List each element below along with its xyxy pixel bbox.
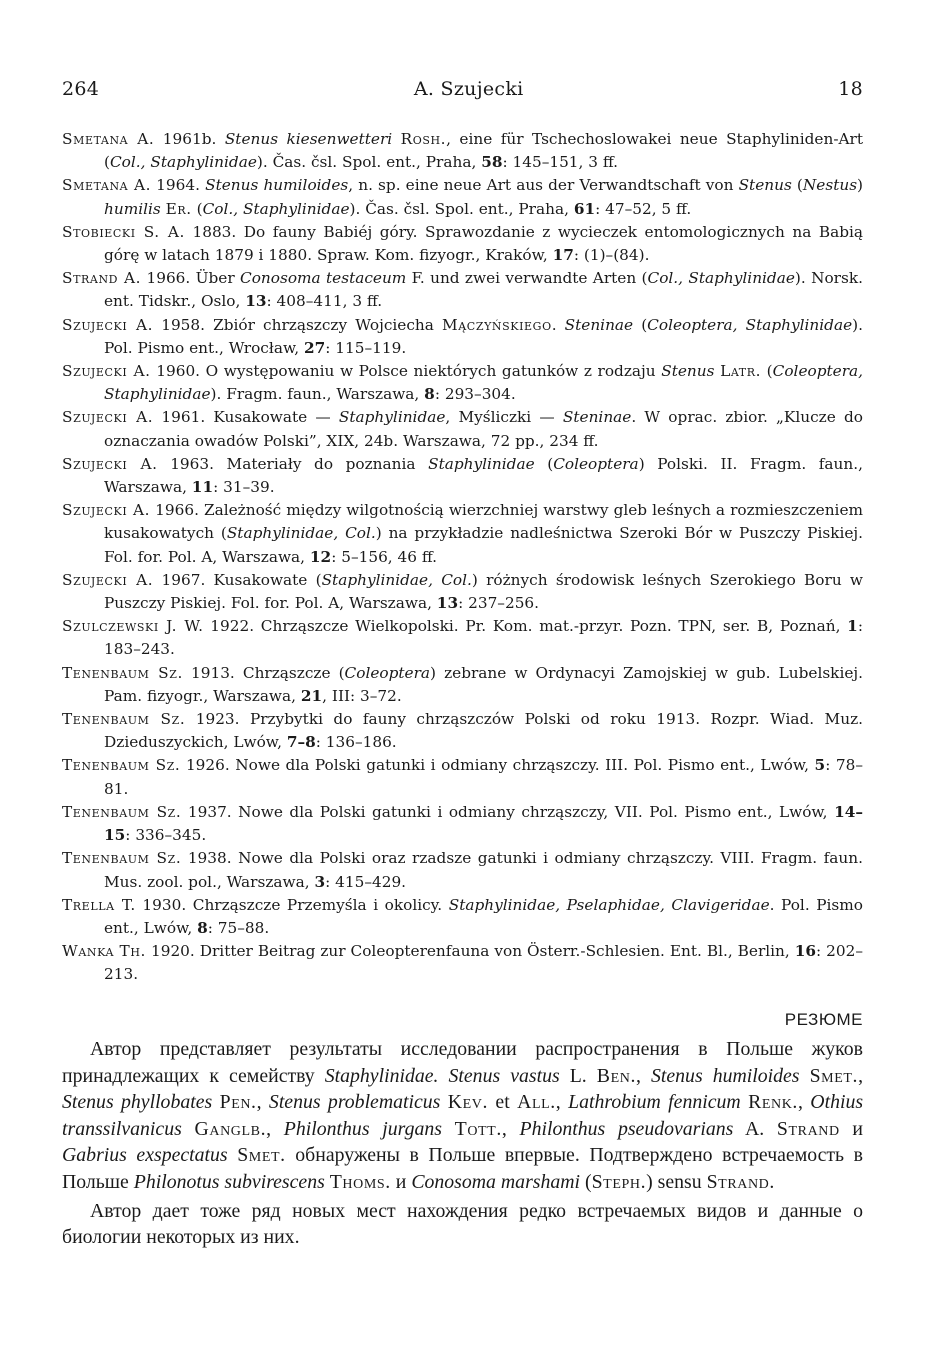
text-run: 1923. Przybytki do fauny chrząszczów Polski od roku 1913. Rozpr. Wiad. Muz. Dzieduszyckich, Lwów, bbox=[104, 710, 863, 752]
author-abbrev: Steph. bbox=[591, 1170, 647, 1193]
text-run: : 145–151, 3 ff. bbox=[502, 153, 619, 172]
text-run: : 5–156, 46 ff. bbox=[331, 547, 438, 566]
text-run: 1961. Kusakowate — bbox=[153, 408, 339, 427]
reference-author: Szujecki A. bbox=[62, 501, 151, 520]
text-run bbox=[440, 1091, 447, 1113]
text-run: и bbox=[390, 1170, 412, 1193]
text-run: 1964. bbox=[151, 176, 206, 195]
reference-author: Szulczewski J. W. bbox=[62, 617, 204, 636]
text-run: 1922. Chrząszcze Wielkopolski. Pr. Kom. mat.-przyr. Pozn. TPN, ser. B, Poznań, bbox=[203, 617, 848, 636]
text-run: ( bbox=[791, 176, 803, 195]
text-run: 1913. Chrząszcze ( bbox=[182, 663, 345, 682]
author-abbrev: Thoms. bbox=[329, 1170, 391, 1193]
text-run: 1960. O występowaniu w Polsce niektórych gatunków z rodzaju bbox=[150, 362, 662, 381]
taxon-name: Staphylinidae bbox=[428, 454, 535, 473]
text-run: : 336–345. bbox=[125, 826, 207, 845]
reference-author: Stobiecki S. A. bbox=[62, 222, 185, 241]
reference-author: Wanka Th. bbox=[62, 942, 147, 961]
text-run: : 115–119. bbox=[325, 338, 407, 357]
volume-number: 17 bbox=[552, 246, 574, 265]
reference-entry bbox=[62, 267, 863, 313]
volume-number: 27 bbox=[303, 338, 326, 357]
author-abbrev: Pen. bbox=[219, 1091, 257, 1114]
reference-author: Tenenbaum Sz. bbox=[62, 802, 182, 821]
text-run: ( bbox=[580, 1170, 592, 1193]
text-run: , bbox=[256, 1091, 269, 1114]
taxon-name: Staphylinidae, Col. bbox=[226, 524, 376, 543]
reference-author: Tenenbaum Sz. bbox=[62, 663, 183, 682]
text-run: Автор дает тоже ряд новых мест нахождения редко встречаемых видов и данные о биологии некоторых из них. bbox=[62, 1199, 863, 1249]
text-run: 1966. Zależność między wilgotnością wierzchniej warstwy gleb leśnych a rozmieszczeniem kusakowatych ( bbox=[104, 501, 864, 543]
taxon-name: Col., Staphylinidae bbox=[202, 199, 350, 218]
text-run: ) zebrane w Ordynacyi Zamojskiej w gub. Lubelskiej. Pam. fizyogr., Warszawa, bbox=[104, 663, 863, 705]
text-run: ) bbox=[857, 176, 864, 195]
reference-author: Szujecki A. bbox=[62, 315, 154, 334]
taxon-name: Gabrius exspectatus bbox=[62, 1144, 228, 1167]
text-run: ). Čas. čsl. Spol. ent., Praha, bbox=[349, 199, 574, 218]
text-run: , bbox=[636, 1064, 651, 1087]
text-run: 1937. Nowe dla Polski gatunki i odmiany chrząszczy, VII. Pol. Pismo ent., Lwów, bbox=[181, 802, 835, 821]
text-run: . bbox=[769, 1170, 775, 1193]
volume-number: 1 bbox=[847, 617, 858, 636]
volume-number: 13 bbox=[436, 594, 459, 613]
text-run: 1938. Nowe dla Polski oraz rzadsze gatunki i odmiany chrząszczy. VIII. Fragm. faun. Mus. zool. pol., Warszawa, bbox=[104, 849, 863, 891]
page-number: 264 bbox=[62, 78, 100, 100]
volume-number: 11 bbox=[191, 478, 214, 497]
text-run: 1963. Materiały do poznania bbox=[157, 454, 429, 473]
text-run: : 237–256. bbox=[458, 594, 540, 613]
volume-number: 12 bbox=[309, 547, 332, 566]
text-run: : (1)–(84). bbox=[573, 246, 650, 265]
summary-paragraph bbox=[62, 1198, 863, 1251]
text-run: : 183–243. bbox=[104, 617, 863, 659]
taxon-name: Conosoma marshami bbox=[411, 1170, 581, 1193]
text-run: 1967. Kusakowate ( bbox=[153, 570, 322, 589]
author-abbrev: Rosh. bbox=[400, 130, 447, 148]
taxon-name: Stenus problematicus bbox=[268, 1091, 441, 1114]
volume-number: 13 bbox=[245, 292, 267, 311]
reference-author: Tenenbaum Sz. bbox=[62, 849, 182, 868]
text-run bbox=[800, 1065, 810, 1087]
taxon-name: Stenus bbox=[738, 176, 792, 195]
text-run: , Myśliczki — bbox=[445, 408, 563, 427]
text-run bbox=[228, 1144, 238, 1166]
taxon-name: Staphylinidae, Col. bbox=[321, 570, 472, 589]
taxon-name: Coleoptera bbox=[344, 663, 431, 682]
volume-number: 16 bbox=[794, 942, 817, 961]
author-abbrev: Renk. bbox=[748, 1091, 798, 1114]
taxon-name: Stenus humiloides bbox=[205, 176, 349, 195]
taxon-name: Nestus bbox=[802, 176, 858, 195]
text-run: , bbox=[797, 1091, 811, 1114]
text-run: ) różnych środowisk leśnych Szerokiego Boru w Puszczy Piskiej. Fol. for. Pol. A, Warszawa, bbox=[104, 570, 864, 613]
reference-entry bbox=[62, 174, 863, 220]
text-run: : 293–304. bbox=[434, 385, 516, 404]
taxon-name: Stenus bbox=[661, 362, 715, 381]
volume-number: 3 bbox=[314, 872, 326, 891]
taxon-name: humilis bbox=[104, 199, 161, 218]
reference-entry bbox=[62, 221, 863, 267]
text-run: 1961b. bbox=[154, 130, 225, 148]
text-run: : 78–81. bbox=[104, 756, 863, 798]
author-abbrev: Ganglb. bbox=[194, 1117, 267, 1140]
reference-entry bbox=[62, 940, 863, 986]
text-run: , eine für Tschechoslowakei neue Staphyliniden-Art ( bbox=[104, 130, 864, 172]
reference-entry bbox=[62, 499, 863, 569]
text-run: et bbox=[488, 1091, 518, 1114]
taxon-name: Philonthus pseudovarians bbox=[519, 1117, 734, 1140]
taxon-name: Steninae bbox=[562, 408, 632, 427]
reference-author: Strand A. bbox=[62, 269, 142, 288]
text-run: , bbox=[555, 1091, 569, 1114]
text-run: F. und zwei verwandte Arten ( bbox=[406, 269, 648, 288]
reference-entry bbox=[62, 314, 863, 360]
volume-number: 8 bbox=[424, 385, 435, 404]
text-run: : 202–213. bbox=[104, 942, 863, 984]
author-abbrev: Kev. bbox=[447, 1091, 489, 1114]
taxon-name: Col., Staphylinidae bbox=[647, 269, 795, 288]
reference-author: Smetana A. bbox=[62, 176, 152, 195]
text-run: ). Pol. Pismo ent., Wrocław, bbox=[104, 315, 863, 357]
text-run: L. bbox=[559, 1064, 597, 1087]
reference-author: Smetana A. bbox=[62, 130, 155, 148]
reference-entry bbox=[62, 128, 863, 174]
text-run: обнаружены в Польше впервые. Подтверждено встречаемость в Польше bbox=[62, 1144, 863, 1193]
volume-number: 5 bbox=[814, 756, 826, 775]
volume-number: 21 bbox=[300, 686, 323, 705]
text-run bbox=[442, 1118, 455, 1140]
reference-entry bbox=[62, 615, 863, 661]
summary-paragraph bbox=[62, 1036, 863, 1196]
text-run: : 415–429. bbox=[325, 872, 407, 891]
text-run: 1920. Dritter Beitrag zur Coleopterenfauna von Österr.-Schlesien. Ent. Bl., Berlin, bbox=[146, 942, 795, 961]
reference-author: Tenenbaum Sz. bbox=[62, 710, 186, 729]
text-run: , bbox=[266, 1117, 284, 1140]
text-run: ( bbox=[761, 362, 773, 381]
reference-entry bbox=[62, 847, 863, 893]
author-abbrev: Latr. bbox=[720, 362, 762, 381]
taxon-name: Staphylinidae. Stenus vastus bbox=[324, 1064, 560, 1087]
text-run: . W oprac. zbior. „Klucze do oznaczania owadów Polski”, XIX, 24b. Warszawa, 72 pp., 234 ff. bbox=[104, 408, 863, 450]
volume-number: 58 bbox=[481, 153, 503, 172]
text-run bbox=[182, 1118, 195, 1140]
taxon-name: Stenus phyllobates bbox=[62, 1091, 213, 1114]
taxon-name: Lathrobium fennicum bbox=[568, 1091, 741, 1114]
text-run: A. bbox=[733, 1117, 777, 1140]
text-run: . bbox=[551, 315, 565, 334]
author-abbrev: Ben. bbox=[596, 1064, 636, 1087]
text-run: 1926. Nowe dla Polski gatunki i odmiany chrząszczy. III. Pol. Pismo ent., Lwów, bbox=[180, 756, 815, 775]
taxon-name: Steninae bbox=[564, 315, 634, 334]
issue-number: 18 bbox=[838, 78, 863, 100]
reference-entry bbox=[62, 662, 863, 708]
text-run: 1883. Do fauny Babiéj góry. Sprawozdanie z wycieczek entomologicznych na Babią górę w latach 1879 i 1880. Spraw. Kom. fizyogr., Kraków, bbox=[104, 222, 863, 265]
author-abbrev: Tott. bbox=[454, 1117, 502, 1140]
reference-entry bbox=[62, 801, 863, 847]
volume-number: 8 bbox=[197, 918, 208, 937]
text-run: и bbox=[839, 1117, 863, 1140]
text-run: ) sensu bbox=[646, 1170, 707, 1193]
taxon-name: Stenus humiloides bbox=[651, 1064, 800, 1087]
reference-entry bbox=[62, 569, 863, 615]
author-abbrev: All. bbox=[517, 1091, 556, 1114]
text-run: ( bbox=[633, 315, 648, 334]
reference-entry bbox=[62, 894, 863, 940]
text-run: 1966. Über bbox=[141, 269, 241, 288]
text-run: ). Norsk. ent. Tidskr., Oslo, bbox=[104, 269, 863, 311]
summary-body bbox=[62, 1036, 863, 1251]
text-run: : 136–186. bbox=[315, 733, 397, 752]
author-abbrev: Er. bbox=[165, 199, 192, 218]
text-run: , bbox=[858, 1064, 864, 1087]
text-run bbox=[212, 1091, 219, 1113]
taxon-name: Staphylinidae, Pselaphidae, Clavigeridae bbox=[448, 895, 770, 914]
text-run: : 75–88. bbox=[207, 918, 270, 937]
text-run: ( bbox=[191, 199, 203, 218]
reference-author: Tenenbaum Sz. bbox=[62, 756, 181, 775]
reference-entry bbox=[62, 360, 863, 406]
text-run: , III: 3–72. bbox=[322, 686, 402, 705]
text-run: , bbox=[501, 1117, 520, 1140]
author-abbrev: Smet. bbox=[237, 1144, 286, 1167]
text-run: . Pol. Pismo ent., Lwów, bbox=[104, 895, 863, 937]
volume-number: 7–8 bbox=[286, 733, 316, 752]
text-run: ). Fragm. faun., Warszawa, bbox=[210, 385, 425, 404]
running-author: A. Szujecki bbox=[413, 78, 524, 100]
text-run: Автор представляет результаты исследовании распространения в Польше жуков принадлежащих к семейству bbox=[62, 1038, 863, 1087]
taxon-name: Coleoptera, Staphylinidae bbox=[647, 315, 853, 334]
taxon-name: Staphylinidae bbox=[338, 408, 446, 427]
summary-title: РЕЗЮМЕ bbox=[784, 1010, 863, 1029]
author-abbrev: Strand bbox=[776, 1117, 840, 1140]
volume-number: 14–15 bbox=[104, 802, 863, 845]
text-run: ( bbox=[534, 454, 554, 473]
taxon-name: Col., Staphylinidae bbox=[109, 153, 257, 172]
running-head bbox=[62, 78, 863, 100]
author-abbrev: Smet. bbox=[809, 1064, 859, 1087]
text-run: ). Čas. čsl. Spol. ent., Praha, bbox=[256, 153, 482, 172]
taxon-name: Philonthus jurgans bbox=[283, 1117, 442, 1140]
reference-entry bbox=[62, 754, 863, 800]
text-run: : 47–52, 5 ff. bbox=[595, 199, 692, 218]
text-run: : 31–39. bbox=[213, 478, 275, 497]
taxon-name: Conosoma testaceum bbox=[240, 269, 407, 288]
reference-entry bbox=[62, 708, 863, 754]
reference-entry bbox=[62, 453, 863, 499]
text-run: , n. sp. eine neue Art aus der Verwandtschaft von bbox=[348, 176, 739, 195]
text-run: ) Polski. II. Fragm. faun., Warszawa, bbox=[104, 454, 863, 497]
text-run bbox=[392, 130, 400, 148]
reference-list bbox=[62, 128, 863, 987]
text-run: 1958. Zbiór chrząszczy Wojciecha bbox=[153, 315, 442, 334]
reference-author: Trella T. bbox=[62, 895, 136, 914]
text-run: : 408–411, 3 ff. bbox=[266, 292, 383, 311]
taxon-name: Philonotus subvirescens bbox=[133, 1170, 325, 1193]
reference-author: Szujecki A. bbox=[62, 570, 154, 589]
text-run bbox=[741, 1091, 748, 1113]
taxon-name: Coleoptera, Staphylinidae bbox=[104, 362, 863, 404]
summary-section bbox=[62, 1010, 863, 1251]
reference-author: Szujecki A. bbox=[62, 454, 158, 473]
volume-number: 61 bbox=[573, 199, 596, 218]
reference-author: Szujecki A. bbox=[62, 362, 151, 381]
author-abbrev: Mączyńskiego bbox=[442, 315, 552, 334]
reference-entry bbox=[62, 406, 863, 452]
taxon-name: Othius transsilvanicus bbox=[62, 1091, 864, 1140]
reference-author: Szujecki A. bbox=[62, 408, 154, 427]
text-run: 1930. Chrząszcze Przemyśla i okolicy. bbox=[135, 895, 449, 914]
taxon-name: Coleoptera bbox=[553, 454, 639, 473]
taxon-name: Stenus kiesenwetteri bbox=[224, 130, 393, 148]
text-run: ) na przykładzie nadleśnictwa Szeroki Bór w Puszczy Piskiej. Fol. for. Pol. A, Warszawa, bbox=[104, 524, 864, 566]
author-abbrev: Strand bbox=[706, 1170, 770, 1193]
